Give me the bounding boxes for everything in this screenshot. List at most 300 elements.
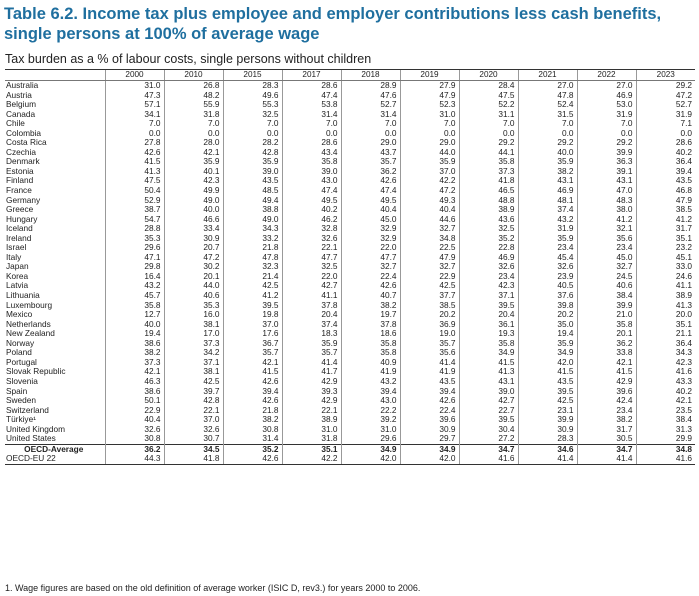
table-row xyxy=(5,167,695,177)
value-cell: 29.0 xyxy=(341,138,400,148)
value-cell: 37.8 xyxy=(282,301,341,311)
value-cell: 45.4 xyxy=(518,253,577,263)
country-name: Spain xyxy=(6,386,28,396)
value-cell: 29.9 xyxy=(636,434,695,444)
table-row xyxy=(5,148,695,158)
value-cell: 37.1 xyxy=(164,358,223,368)
value-cell: 32.5 xyxy=(282,262,341,272)
country-name: Lithuania xyxy=(6,291,40,301)
value-cell: 31.0 xyxy=(282,425,341,435)
tax-burden-table xyxy=(5,69,695,465)
value-cell: 27.0 xyxy=(577,81,636,91)
value-cell: 47.8 xyxy=(518,91,577,101)
country-name: Australia xyxy=(6,80,39,90)
value-cell: 43.5 xyxy=(636,176,695,186)
value-cell: 42.3 xyxy=(636,358,695,368)
value-cell: 43.5 xyxy=(400,377,459,387)
value-cell: 49.9 xyxy=(164,186,223,196)
value-cell: 41.2 xyxy=(636,215,695,225)
value-cell: 16.4 xyxy=(105,272,164,282)
table-subtitle: Tax burden as a % of labour costs, single persons without children xyxy=(5,52,372,66)
value-cell: 0.0 xyxy=(577,129,636,139)
value-cell: 41.9 xyxy=(400,367,459,377)
country-name: Türkiye¹ xyxy=(6,415,36,425)
value-cell: 34.1 xyxy=(105,110,164,120)
value-cell: 52.2 xyxy=(459,100,518,110)
country-name: OECD-EU 22 xyxy=(5,454,105,464)
table-row xyxy=(5,310,695,320)
value-cell: 36.4 xyxy=(636,339,695,349)
value-cell: 22.4 xyxy=(341,272,400,282)
value-cell: 42.5 xyxy=(164,377,223,387)
value-cell: 32.7 xyxy=(341,262,400,272)
value-cell: 43.0 xyxy=(341,396,400,406)
table-row xyxy=(5,291,695,301)
value-cell: 30.8 xyxy=(223,425,282,435)
value-cell: 33.4 xyxy=(164,224,223,234)
value-cell: 32.5 xyxy=(459,224,518,234)
country-name: Iceland xyxy=(6,224,33,234)
value-cell: 42.0 xyxy=(341,454,400,464)
value-cell: 42.9 xyxy=(577,377,636,387)
country-name: Germany xyxy=(6,195,41,205)
value-cell: 37.3 xyxy=(105,358,164,368)
value-cell: 38.8 xyxy=(223,205,282,215)
table-row xyxy=(5,215,695,225)
value-cell: 41.5 xyxy=(577,367,636,377)
value-cell: 44.6 xyxy=(400,215,459,225)
value-cell: 40.4 xyxy=(400,205,459,215)
value-cell: 21.8 xyxy=(223,406,282,416)
value-cell: 7.0 xyxy=(341,119,400,129)
value-cell: 22.9 xyxy=(105,406,164,416)
value-cell: 42.8 xyxy=(164,396,223,406)
value-cell: 7.0 xyxy=(282,119,341,129)
value-cell: 42.6 xyxy=(341,176,400,186)
value-cell: 20.4 xyxy=(282,310,341,320)
value-cell: 0.0 xyxy=(105,129,164,139)
value-cell: 39.6 xyxy=(400,415,459,425)
value-cell: 53.8 xyxy=(282,100,341,110)
value-cell: 17.6 xyxy=(223,329,282,339)
value-cell: 43.1 xyxy=(518,176,577,186)
value-cell: 49.6 xyxy=(223,91,282,101)
value-cell: 39.0 xyxy=(459,387,518,397)
value-cell: 42.8 xyxy=(223,148,282,158)
table-row xyxy=(5,224,695,234)
value-cell: 32.1 xyxy=(577,224,636,234)
value-cell: 34.9 xyxy=(400,444,459,454)
value-cell: 33.2 xyxy=(223,234,282,244)
value-cell: 30.2 xyxy=(164,262,223,272)
value-cell: 31.8 xyxy=(164,110,223,120)
value-cell: 37.1 xyxy=(459,291,518,301)
value-cell: 41.3 xyxy=(636,301,695,311)
value-cell: 7.0 xyxy=(400,119,459,129)
year-header: 2019 xyxy=(400,70,459,81)
value-cell: 41.4 xyxy=(282,358,341,368)
value-cell: 41.4 xyxy=(400,358,459,368)
country-name: Slovenia xyxy=(6,376,38,386)
value-cell: 35.1 xyxy=(636,320,695,330)
country-name: United Kingdom xyxy=(6,424,66,434)
value-cell: 35.8 xyxy=(105,301,164,311)
value-cell: 41.5 xyxy=(105,157,164,167)
value-cell: 44.0 xyxy=(400,148,459,158)
value-cell: 38.9 xyxy=(459,205,518,215)
country-name: Sweden xyxy=(6,396,36,406)
value-cell: 42.4 xyxy=(577,396,636,406)
country-name: Netherlands xyxy=(6,319,51,329)
year-header-row xyxy=(5,70,695,81)
country-name: Latvia xyxy=(6,281,29,291)
average-row xyxy=(5,454,695,464)
table-row xyxy=(5,91,695,101)
value-cell: 39.1 xyxy=(577,167,636,177)
country-name: OECD-Average xyxy=(5,444,105,454)
table-row xyxy=(5,262,695,272)
footnote: 1. Wage figures are based on the old definition of average worker (ISIC D, rev3.) for years 2000 to 2006. xyxy=(5,583,421,593)
table-row xyxy=(5,100,695,110)
value-cell: 41.1 xyxy=(636,281,695,291)
value-cell: 42.5 xyxy=(518,396,577,406)
value-cell: 41.1 xyxy=(282,291,341,301)
country-name: Denmark xyxy=(6,157,40,167)
value-cell: 48.1 xyxy=(518,196,577,206)
table-row xyxy=(5,253,695,263)
value-cell: 39.5 xyxy=(459,301,518,311)
value-cell: 43.2 xyxy=(105,281,164,291)
value-cell: 22.1 xyxy=(164,406,223,416)
value-cell: 34.3 xyxy=(223,224,282,234)
value-cell: 35.6 xyxy=(400,348,459,358)
value-cell: 24.6 xyxy=(636,272,695,282)
country-name: Estonia xyxy=(6,166,34,176)
value-cell: 47.8 xyxy=(223,253,282,263)
value-cell: 38.5 xyxy=(400,301,459,311)
value-cell: 46.9 xyxy=(577,91,636,101)
value-cell: 37.4 xyxy=(518,205,577,215)
value-cell: 41.5 xyxy=(223,367,282,377)
value-cell: 43.3 xyxy=(636,377,695,387)
value-cell: 43.1 xyxy=(459,377,518,387)
value-cell: 38.2 xyxy=(105,348,164,358)
value-cell: 42.1 xyxy=(105,367,164,377)
value-cell: 38.7 xyxy=(105,205,164,215)
value-cell: 31.7 xyxy=(636,224,695,234)
value-cell: 38.2 xyxy=(341,301,400,311)
value-cell: 43.2 xyxy=(518,215,577,225)
value-cell: 39.5 xyxy=(459,415,518,425)
value-cell: 32.7 xyxy=(400,224,459,234)
value-cell: 31.5 xyxy=(518,110,577,120)
value-cell: 42.0 xyxy=(400,454,459,464)
value-cell: 41.4 xyxy=(577,454,636,464)
value-cell: 31.4 xyxy=(223,434,282,444)
value-cell: 52.3 xyxy=(400,100,459,110)
value-cell: 19.4 xyxy=(518,329,577,339)
table-row xyxy=(5,272,695,282)
value-cell: 41.6 xyxy=(459,454,518,464)
value-cell: 29.2 xyxy=(459,138,518,148)
value-cell: 22.5 xyxy=(400,243,459,253)
value-cell: 40.2 xyxy=(636,387,695,397)
table-row xyxy=(5,176,695,186)
value-cell: 40.4 xyxy=(341,205,400,215)
value-cell: 22.8 xyxy=(459,243,518,253)
value-cell: 42.1 xyxy=(636,396,695,406)
value-cell: 22.4 xyxy=(400,406,459,416)
value-cell: 7.0 xyxy=(164,119,223,129)
value-cell: 40.0 xyxy=(518,148,577,158)
value-cell: 35.9 xyxy=(518,157,577,167)
value-cell: 35.8 xyxy=(341,339,400,349)
value-cell: 20.2 xyxy=(518,310,577,320)
value-cell: 35.7 xyxy=(400,339,459,349)
value-cell: 17.0 xyxy=(164,329,223,339)
value-cell: 43.4 xyxy=(282,148,341,158)
value-cell: 0.0 xyxy=(518,129,577,139)
year-header: 2015 xyxy=(223,70,282,81)
value-cell: 42.0 xyxy=(518,358,577,368)
table-title xyxy=(4,4,694,44)
value-cell: 38.1 xyxy=(164,367,223,377)
table-row xyxy=(5,186,695,196)
value-cell: 30.9 xyxy=(400,425,459,435)
value-cell: 35.7 xyxy=(341,157,400,167)
value-cell: 43.2 xyxy=(341,377,400,387)
table-row xyxy=(5,301,695,311)
value-cell: 39.3 xyxy=(282,387,341,397)
country-name: Luxembourg xyxy=(6,300,53,310)
value-cell: 41.5 xyxy=(459,358,518,368)
table-row xyxy=(5,396,695,406)
value-cell: 29.6 xyxy=(341,434,400,444)
value-cell: 22.2 xyxy=(341,406,400,416)
value-cell: 37.0 xyxy=(223,320,282,330)
value-cell: 27.8 xyxy=(105,138,164,148)
value-cell: 29.2 xyxy=(518,138,577,148)
country-name: Chile xyxy=(6,119,25,129)
value-cell: 42.1 xyxy=(164,148,223,158)
value-cell: 52.9 xyxy=(105,196,164,206)
value-cell: 46.8 xyxy=(636,186,695,196)
value-cell: 39.0 xyxy=(223,167,282,177)
value-cell: 32.6 xyxy=(518,262,577,272)
value-cell: 0.0 xyxy=(282,129,341,139)
value-cell: 36.2 xyxy=(577,339,636,349)
value-cell: 49.5 xyxy=(282,196,341,206)
value-cell: 47.7 xyxy=(282,253,341,263)
year-header: 2010 xyxy=(164,70,223,81)
value-cell: 28.9 xyxy=(341,81,400,91)
value-cell: 28.3 xyxy=(518,434,577,444)
value-cell: 32.5 xyxy=(223,110,282,120)
value-cell: 22.7 xyxy=(459,406,518,416)
value-cell: 39.4 xyxy=(636,167,695,177)
value-cell: 43.5 xyxy=(518,377,577,387)
value-cell: 42.5 xyxy=(223,281,282,291)
table-row xyxy=(5,157,695,167)
value-cell: 40.4 xyxy=(105,415,164,425)
value-cell: 7.0 xyxy=(105,119,164,129)
value-cell: 33.8 xyxy=(577,348,636,358)
table-row xyxy=(5,339,695,349)
value-cell: 37.8 xyxy=(341,320,400,330)
value-cell: 38.1 xyxy=(164,320,223,330)
value-cell: 31.1 xyxy=(459,110,518,120)
value-cell: 27.0 xyxy=(518,81,577,91)
value-cell: 22.0 xyxy=(341,243,400,253)
value-cell: 47.1 xyxy=(105,253,164,263)
country-name: Finland xyxy=(6,176,34,186)
value-cell: 54.7 xyxy=(105,215,164,225)
value-cell: 49.3 xyxy=(400,196,459,206)
value-cell: 23.1 xyxy=(518,406,577,416)
value-cell: 35.2 xyxy=(459,234,518,244)
value-cell: 35.1 xyxy=(636,234,695,244)
table-title-line-2: single persons at 100% of average wage xyxy=(4,25,320,43)
value-cell: 32.6 xyxy=(105,425,164,435)
table-row xyxy=(5,358,695,368)
value-cell: 28.2 xyxy=(223,138,282,148)
value-cell: 31.8 xyxy=(282,434,341,444)
value-cell: 34.7 xyxy=(577,444,636,454)
table-row xyxy=(5,406,695,416)
value-cell: 20.1 xyxy=(164,272,223,282)
value-cell: 40.0 xyxy=(164,205,223,215)
value-cell: 19.8 xyxy=(223,310,282,320)
value-cell: 52.7 xyxy=(341,100,400,110)
year-header: 2017 xyxy=(282,70,341,81)
value-cell: 35.8 xyxy=(341,348,400,358)
value-cell: 22.1 xyxy=(282,406,341,416)
value-cell: 35.9 xyxy=(518,234,577,244)
value-cell: 42.6 xyxy=(223,377,282,387)
value-cell: 36.9 xyxy=(400,320,459,330)
value-cell: 44.0 xyxy=(164,281,223,291)
value-cell: 43.0 xyxy=(282,176,341,186)
value-cell: 31.9 xyxy=(518,224,577,234)
value-cell: 46.9 xyxy=(459,253,518,263)
value-cell: 35.9 xyxy=(282,339,341,349)
value-cell: 49.0 xyxy=(164,196,223,206)
value-cell: 19.0 xyxy=(400,329,459,339)
value-cell: 19.7 xyxy=(341,310,400,320)
value-cell: 42.6 xyxy=(400,396,459,406)
value-cell: 36.2 xyxy=(341,167,400,177)
value-cell: 46.9 xyxy=(518,186,577,196)
value-cell: 33.0 xyxy=(636,262,695,272)
value-cell: 35.9 xyxy=(164,157,223,167)
value-cell: 52.7 xyxy=(636,100,695,110)
value-cell: 34.2 xyxy=(164,348,223,358)
value-cell: 45.7 xyxy=(105,291,164,301)
value-cell: 24.5 xyxy=(577,272,636,282)
value-cell: 57.1 xyxy=(105,100,164,110)
year-header: 2022 xyxy=(577,70,636,81)
value-cell: 20.7 xyxy=(164,243,223,253)
value-cell: 29.2 xyxy=(577,138,636,148)
value-cell: 40.0 xyxy=(105,320,164,330)
value-cell: 0.0 xyxy=(459,129,518,139)
value-cell: 39.0 xyxy=(282,167,341,177)
value-cell: 47.4 xyxy=(341,186,400,196)
value-cell: 30.9 xyxy=(518,425,577,435)
year-header: 2023 xyxy=(636,70,695,81)
value-cell: 30.4 xyxy=(459,425,518,435)
value-cell: 35.7 xyxy=(282,348,341,358)
value-cell: 40.9 xyxy=(341,358,400,368)
value-cell: 35.9 xyxy=(400,157,459,167)
value-cell: 27.9 xyxy=(400,81,459,91)
value-cell: 35.7 xyxy=(223,348,282,358)
value-cell: 46.5 xyxy=(459,186,518,196)
value-cell: 23.4 xyxy=(577,406,636,416)
value-cell: 29.2 xyxy=(636,81,695,91)
table-row xyxy=(5,434,695,444)
value-cell: 41.6 xyxy=(636,454,695,464)
value-cell: 50.1 xyxy=(105,396,164,406)
value-cell: 31.0 xyxy=(341,425,400,435)
country-name: Israel xyxy=(6,243,27,253)
year-header: 2018 xyxy=(341,70,400,81)
value-cell: 53.0 xyxy=(577,100,636,110)
value-cell: 39.5 xyxy=(518,387,577,397)
value-cell: 42.2 xyxy=(400,176,459,186)
value-cell: 43.5 xyxy=(223,176,282,186)
table-body xyxy=(5,81,695,465)
value-cell: 31.4 xyxy=(282,110,341,120)
value-cell: 28.0 xyxy=(164,138,223,148)
value-cell: 32.6 xyxy=(164,425,223,435)
value-cell: 31.7 xyxy=(577,425,636,435)
value-cell: 38.6 xyxy=(105,387,164,397)
value-cell: 19.4 xyxy=(105,329,164,339)
value-cell: 35.0 xyxy=(518,320,577,330)
value-cell: 39.4 xyxy=(341,387,400,397)
value-cell: 0.0 xyxy=(400,129,459,139)
country-name: France xyxy=(6,186,32,196)
value-cell: 47.2 xyxy=(400,186,459,196)
value-cell: 27.2 xyxy=(459,434,518,444)
value-cell: 42.2 xyxy=(282,454,341,464)
value-cell: 55.9 xyxy=(164,100,223,110)
value-cell: 34.6 xyxy=(518,444,577,454)
value-cell: 38.9 xyxy=(282,415,341,425)
table-row xyxy=(5,234,695,244)
value-cell: 7.0 xyxy=(577,119,636,129)
value-cell: 40.2 xyxy=(282,205,341,215)
value-cell: 36.4 xyxy=(636,157,695,167)
value-cell: 41.3 xyxy=(105,167,164,177)
value-cell: 47.4 xyxy=(282,186,341,196)
country-name: Austria xyxy=(6,90,32,100)
value-cell: 36.1 xyxy=(459,320,518,330)
value-cell: 42.6 xyxy=(223,454,282,464)
value-cell: 46.3 xyxy=(105,377,164,387)
value-cell: 41.7 xyxy=(282,367,341,377)
value-cell: 39.2 xyxy=(341,415,400,425)
table-row xyxy=(5,348,695,358)
value-cell: 7.1 xyxy=(636,119,695,129)
value-cell: 31.9 xyxy=(577,110,636,120)
value-cell: 47.3 xyxy=(105,91,164,101)
value-cell: 28.3 xyxy=(223,81,282,91)
value-cell: 35.2 xyxy=(223,444,282,454)
value-cell: 55.3 xyxy=(223,100,282,110)
table-row xyxy=(5,205,695,215)
